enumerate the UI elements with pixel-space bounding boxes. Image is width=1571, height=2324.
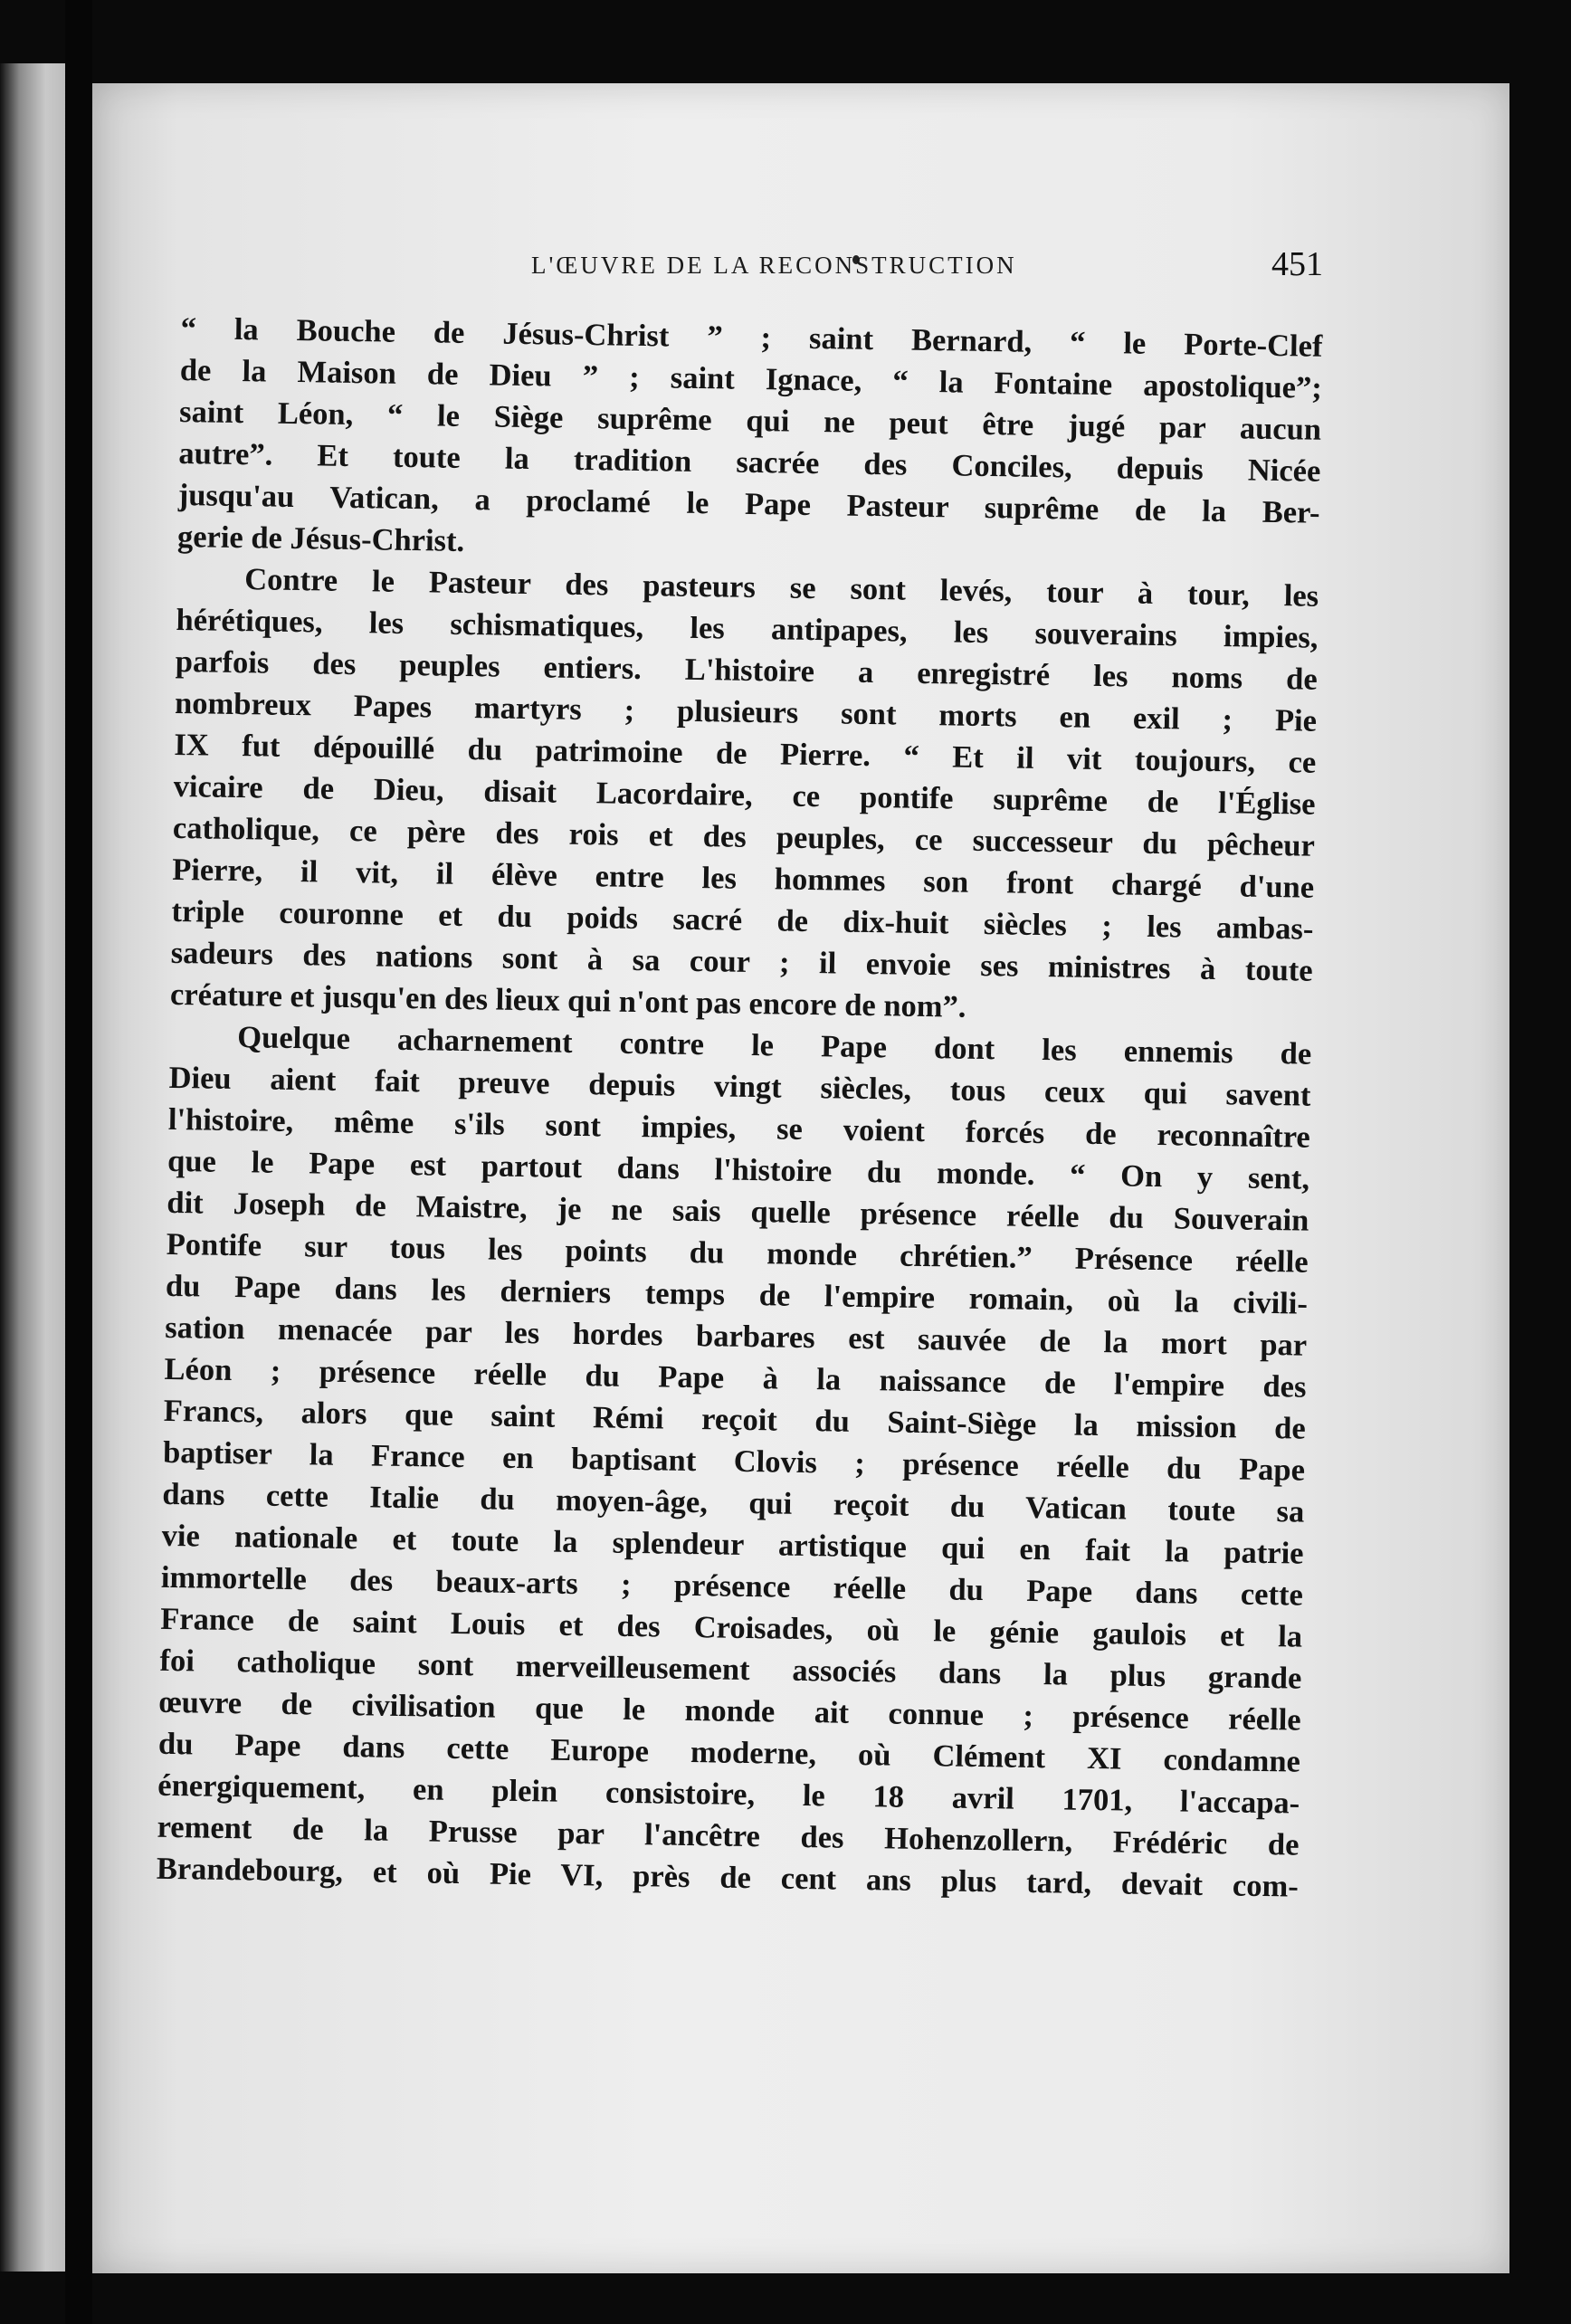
paragraph [157, 1015, 1312, 1908]
text-line: œuvre de civilisation que le monde ait connue ; présence réelle [158, 1684, 1301, 1738]
running-header-title: L'ŒUVRE DE LA RECONSTRUCTION [531, 252, 1017, 279]
text-line: sation menacée par les hordes barbares est sauvée de la mort par [164, 1310, 1308, 1363]
text-line: de la Maison de Dieu ” ; saint Ignace, “ la Fontaine apostolique”; [179, 352, 1323, 405]
text-line: vicaire de Dieu, disait Lacordaire, ce pontife suprême de l'Église [173, 768, 1316, 822]
text-line: foi catholique sont merveilleusement associés dans la plus grande [159, 1643, 1302, 1696]
text-line: vie nationale et toute la splendeur artistique qui en fait la patrie [161, 1518, 1304, 1571]
text-line: parfois des peuples entiers. L'histoire a enregistré les noms de [175, 643, 1319, 697]
text-line: saint Léon, “ le Siège suprême qui ne peut être jugé par aucun [178, 394, 1322, 447]
text-line: IX fut dépouillé du patrimoine de Pierre. “ Et il vit toujours, ce [174, 727, 1317, 780]
text-line: jusqu'au Vatican, a proclamé le Pape Pasteur suprême de la Ber- [177, 477, 1320, 530]
running-header [181, 237, 1323, 291]
text-line: Dieu aient fait preuve depuis vingt siècles, tous ceux qui savent [168, 1060, 1311, 1113]
text-line: baptiser la France en baptisant Clovis ; présence réelle du Pape [162, 1434, 1306, 1488]
text-line: “ la Bouche de Jésus-Christ ” ; saint Bernard, “ le Porte-Clef [180, 310, 1323, 364]
page-number: 451 [1271, 245, 1323, 283]
text-line: que le Pape est partout dans l'histoire du monde. “ On y sent, [167, 1143, 1310, 1196]
text-line: du Pape dans cette Europe moderne, où Clément XI condamne [157, 1726, 1301, 1779]
text-line: triple couronne et du poids sacré de dix-huit siècles ; les ambas- [171, 893, 1314, 947]
text-line: immortelle des beaux-arts ; présence réelle du Pape dans cette [160, 1559, 1304, 1613]
text-line: créature et jusqu'en des lieux qui n'ont pas encore de nom”. [169, 976, 966, 1024]
text-line: Pierre, il vit, il élève entre les hommes son front chargé d'une [171, 852, 1315, 905]
text-line: dans cette Italie du moyen-âge, qui reçoit du Vatican toute sa [162, 1476, 1305, 1529]
paragraph [177, 308, 1323, 576]
text-line: Brandebourg, et où Pie VI, près de cent ans plus tard, devait com- [156, 1851, 1300, 1904]
text-line: Contre le Pasteur des pasteurs se sont levés, tour à tour, les [243, 562, 1319, 614]
text-line: Léon ; présence réelle du Pape à la naissance de l'empire des [164, 1351, 1307, 1405]
text-line: catholique, ce père des rois et des peuples, ce successeur du pêcheur [172, 810, 1316, 863]
text-line: énergiquement, en plein consistoire, le 18 avril 1701, l'accapa- [157, 1767, 1300, 1821]
previous-page-edge [0, 63, 65, 2272]
text-line: du Pape dans les derniers temps de l'empire romain, où la civili- [165, 1268, 1309, 1321]
body-text [157, 308, 1323, 1908]
text-line: sadeurs des nations sont à sa cour ; il envoie ses ministres à toute [170, 935, 1313, 988]
text-line: l'histoire, même s'ils sont impies, se voient forcés de reconnaître [167, 1101, 1311, 1155]
text-line: France de saint Louis et des Croisades, où le génie gaulois et la [159, 1601, 1303, 1654]
text-line: autre”. Et toute la tradition sacrée des Conciles, depuis Nicée [178, 435, 1321, 489]
text-line: Pontife sur tous les points du monde chrétien.” Présence réelle [166, 1226, 1309, 1280]
text-line: Quelque acharnement contre le Pape dont les ennemis de [237, 1020, 1312, 1072]
page-gutter [65, 0, 92, 2324]
text-line: nombreux Papes martyrs ; plusieurs sont morts en exil ; Pie [174, 685, 1318, 738]
text-line: gerie de Jésus-Christ. [176, 519, 465, 558]
text-line: Francs, alors que saint Rémi reçoit du Saint-Siège la mission de [163, 1393, 1306, 1446]
text-line: dit Joseph de Maistre, je ne sais quelle présence réelle du Souverain [167, 1185, 1309, 1238]
text-line: rement de la Prusse par l'ancêtre des Hohenzollern, Frédéric de [157, 1809, 1300, 1862]
text-line: hérétiques, les schismatiques, les antipapes, les souverains impies, [176, 602, 1319, 655]
paragraph [170, 557, 1319, 1033]
